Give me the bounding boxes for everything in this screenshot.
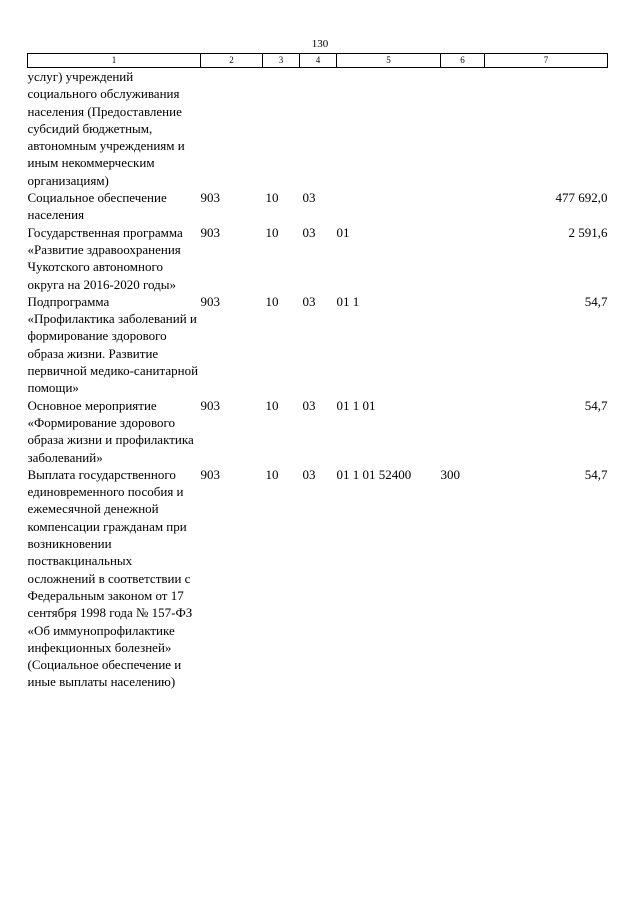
row-expense-type [441, 189, 485, 224]
table-row [28, 224, 608, 293]
row-expense-type [441, 397, 485, 466]
row-section: 10 [265, 397, 279, 413]
column-header-4: 4 [300, 54, 337, 68]
row-subsection: 03 [302, 466, 316, 482]
row-target-article: 01 1 01 [336, 397, 376, 413]
row-section: 10 [265, 224, 279, 240]
row-expense-type: 300 [440, 466, 460, 482]
row-amount: 54,7 [584, 397, 608, 413]
table-row [28, 189, 608, 224]
row-expense-type [441, 293, 485, 397]
row-target-article: 01 [336, 224, 350, 240]
row-admin-code: 903 [200, 190, 220, 206]
row-amount: 477 692,0 [555, 190, 608, 206]
table-row [28, 293, 608, 397]
row-amount: 54,7 [584, 466, 608, 482]
row-expense-type [441, 68, 485, 190]
row-admin-code: 903 [200, 466, 220, 482]
table-row [28, 466, 608, 691]
table-row [28, 397, 608, 466]
row-target-article [337, 68, 441, 190]
row-description: Выплата государственного единовременного пособия и ежемесячной денежной компенсации гражданам при возникновении поствакцинальных осложнений в соответствии с Федеральным законом от 17 сентября 1998 года № 157-ФЗ «Об иммунопрофилактике инфекционных болезней» (Социальное обеспечение и иные выплаты населению) [27, 466, 193, 690]
column-header-5: 5 [337, 54, 441, 68]
column-header-1: 1 [28, 54, 201, 68]
row-target-article: 01 1 01 52400 [336, 466, 412, 482]
row-section: 10 [265, 466, 279, 482]
row-admin-code: 903 [200, 293, 220, 309]
row-description: Социальное обеспечение населения [27, 190, 167, 223]
table-row [28, 68, 608, 190]
row-amount [485, 68, 608, 190]
row-amount: 2 591,6 [568, 224, 608, 240]
row-section: 10 [265, 190, 279, 206]
header-row [28, 54, 608, 68]
row-target-article [337, 189, 441, 224]
column-header-3: 3 [263, 54, 300, 68]
row-description: Государственная программа «Развитие здравоохранения Чукотского автономного округа на 2016-2020 годы» [27, 224, 183, 292]
budget-table [27, 53, 608, 691]
row-expense-type [441, 224, 485, 293]
column-header-6: 6 [441, 54, 485, 68]
column-header-7: 7 [485, 54, 608, 68]
row-admin-code [201, 68, 263, 190]
row-description: Основное мероприятие «Формирование здорового образа жизни и профилактика заболеваний» [27, 397, 194, 465]
row-subsection [300, 68, 337, 190]
page-number: 130 [311, 38, 329, 50]
row-subsection: 03 [302, 224, 316, 240]
row-section: 10 [265, 293, 279, 309]
row-admin-code: 903 [200, 397, 220, 413]
row-admin-code: 903 [200, 224, 220, 240]
row-amount: 54,7 [584, 293, 608, 309]
row-description: услуг) учреждений социального обслуживания населения (Предоставление субсидий бюджетным, автономным учреждениям и иным некоммерческим организациям) [27, 69, 185, 188]
row-subsection: 03 [302, 293, 316, 309]
row-subsection: 03 [302, 397, 316, 413]
row-target-article: 01 1 [336, 293, 360, 309]
row-subsection: 03 [302, 190, 316, 206]
row-section [263, 68, 300, 190]
column-header-2: 2 [201, 54, 263, 68]
row-description: Подпрограмма «Профилактика заболеваний и формирование здорового образа жизни. Развитие первичной медико-санитарной помощи» [27, 293, 199, 396]
